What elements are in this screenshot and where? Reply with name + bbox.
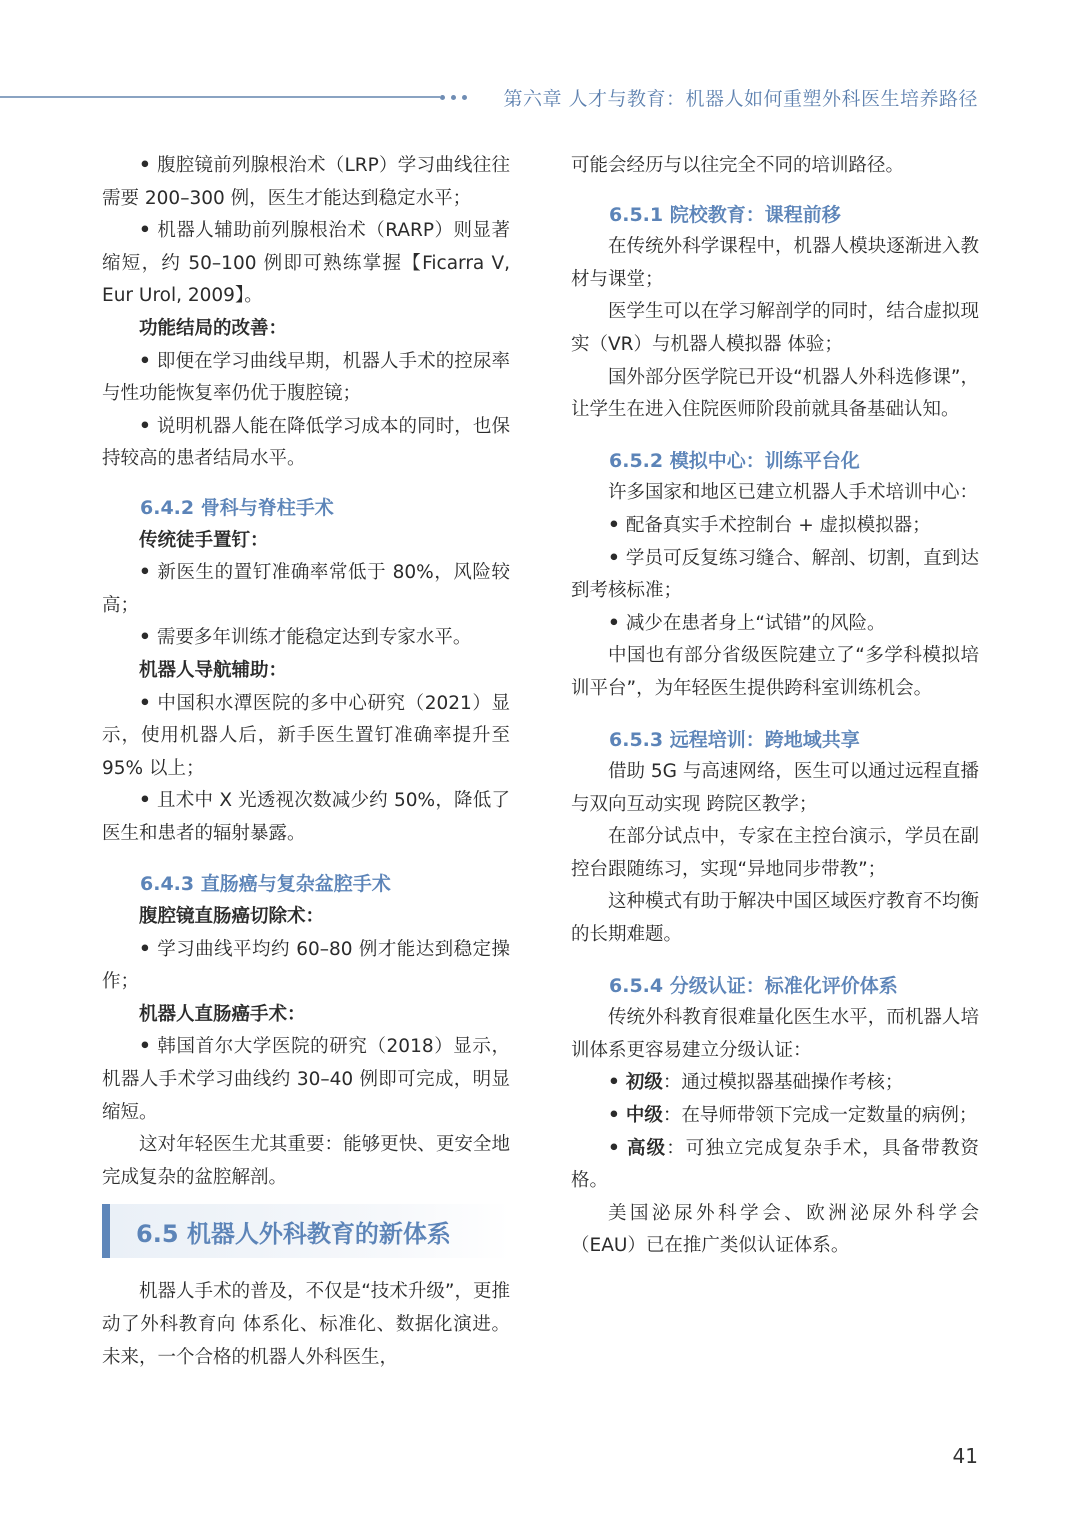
bullet-item: • 初级：通过模拟器基础操作考核； xyxy=(608,1072,904,1094)
bullet-item: • 需要多年训练才能稳定达到专家水平。 xyxy=(139,627,472,649)
bullet-item: • 学习曲线平均约 60–80 例才能达到稳定操作； xyxy=(102,938,510,993)
paragraph: 机器人手术的普及，不仅是“技术升级”，更推动了外科教育向 体系化、标准化、数据化演进。未来，一个合格的机器人外科医生， xyxy=(102,1281,510,1368)
bullet-item: • 中级：在导师带领下完成一定数量的病例； xyxy=(608,1105,978,1127)
section-heading: 6.5 机器人外科教育的新体系 xyxy=(136,1220,451,1249)
lead-heading: 机器人导航辅助： xyxy=(139,659,288,681)
subsection-heading: 6.5.4 分级认证：标准化评价体系 xyxy=(609,974,898,997)
paragraph: 许多国家和地区已建立机器人手术培训中心： xyxy=(608,482,979,504)
paragraph: 可能会经历与以往完全不同的培训路径。 xyxy=(571,155,905,176)
subsection-heading: 6.5.2 模拟中心：训练平台化 xyxy=(609,449,860,472)
subsection-heading: 6.4.2 骨科与脊柱手术 xyxy=(140,496,334,519)
paragraph: 美国泌尿外科学会、欧洲泌尿外科学会（EAU）已在推广类似认证体系。 xyxy=(571,1202,979,1257)
bullet-item: • 减少在患者身上“试错”的风险。 xyxy=(608,612,886,634)
bullet-item: • 即便在学习曲线早期，机器人手术的控尿率与性功能恢复率仍优于腹腔镜； xyxy=(102,350,510,405)
left-column xyxy=(102,150,510,1374)
bullet-item: • 韩国首尔大学医院的研究（2018）显示，机器人手术学习曲线约 30–40 例即可完成，明显缩短。 xyxy=(102,1036,510,1123)
lead-heading: 传统徒手置钉： xyxy=(139,529,269,551)
section-heading-box xyxy=(102,1204,510,1258)
paragraph: 这对年轻医生尤其重要：能够更快、更安全地完成复杂的盆腔解剖。 xyxy=(102,1134,510,1188)
paragraph: 医学生可以在学习解剖学的同时，结合虚拟现实（VR）与机器人模拟器 体验； xyxy=(571,301,979,355)
bullet-item: • 说明机器人能在降低学习成本的同时，也保持较高的患者结局水平。 xyxy=(102,415,510,470)
paragraph: 在传统外科学课程中，机器人模块逐渐进入教材与课堂； xyxy=(571,236,979,290)
lead-heading: 功能结局的改善： xyxy=(139,317,288,339)
bullet-item: • 配备真实手术控制台 + 虚拟模拟器； xyxy=(608,514,931,536)
paragraph: 这种模式有助于解决中国区域医疗教育不均衡的长期难题。 xyxy=(571,891,979,946)
bullet-item: • 学员可反复练习缝合、解剖、切割，直到达到考核标准； xyxy=(571,547,979,602)
bullet-item: • 机器人辅助前列腺根治术（RARP）则显著缩短，约 50–100 例即可熟练掌握【Ficarra V, Eur Urol, 2009】。 xyxy=(102,220,510,307)
paragraph: 传统外科教育很难量化医生水平，而机器人培训体系更容易建立分级认证： xyxy=(571,1007,979,1061)
bullet-item: • 高级：可独立完成复杂手术，具备带教资格。 xyxy=(571,1137,979,1192)
bullet-item: • 腹腔镜前列腺根治术（LRP）学习曲线往往需要 200–300 例，医生才能达到稳定水平； xyxy=(102,155,510,209)
header-dots xyxy=(440,91,467,103)
lead-heading: 机器人直肠癌手术： xyxy=(139,1003,306,1025)
paragraph: 中国也有部分省级医院建立了“多学科模拟培训平台”，为年轻医生提供跨科室训练机会。 xyxy=(571,645,979,699)
header-rule xyxy=(0,96,440,98)
bullet-item: • 新医生的置钉准确率常低于 80%，风险较高； xyxy=(102,562,510,616)
right-column xyxy=(571,150,979,1263)
paragraph: 国外部分医学院已开设“机器人外科选修课”，让学生在进入住院医师阶段前就具备基础认知。 xyxy=(571,366,979,421)
lead-heading: 腹腔镜直肠癌切除术： xyxy=(139,906,325,928)
running-title: 第六章 人才与教育：机器人如何重塑外科医生培养路径 xyxy=(503,88,978,110)
paragraph: 借助 5G 与高速网络，医生可以通过远程直播与双向互动实现 跨院区教学； xyxy=(571,761,979,815)
subsection-heading: 6.5.1 院校教育：课程前移 xyxy=(609,203,841,226)
bullet-item: • 中国积水潭医院的多中心研究（2021）显示，使用机器人后，新手医生置钉准确率提升至 95% 以上； xyxy=(102,692,510,779)
subsection-heading: 6.5.3 远程培训：跨地域共享 xyxy=(609,728,860,751)
page-number: 41 xyxy=(952,1444,978,1468)
subsection-heading: 6.4.3 直肠癌与复杂盆腔手术 xyxy=(140,873,391,896)
paragraph: 在部分试点中，专家在主控台演示，学员在副控台跟随练习，实现“异地同步带教”； xyxy=(571,826,979,880)
bullet-item: • 且术中 X 光透视次数减少约 50%，降低了医生和患者的辐射暴露。 xyxy=(102,790,510,844)
